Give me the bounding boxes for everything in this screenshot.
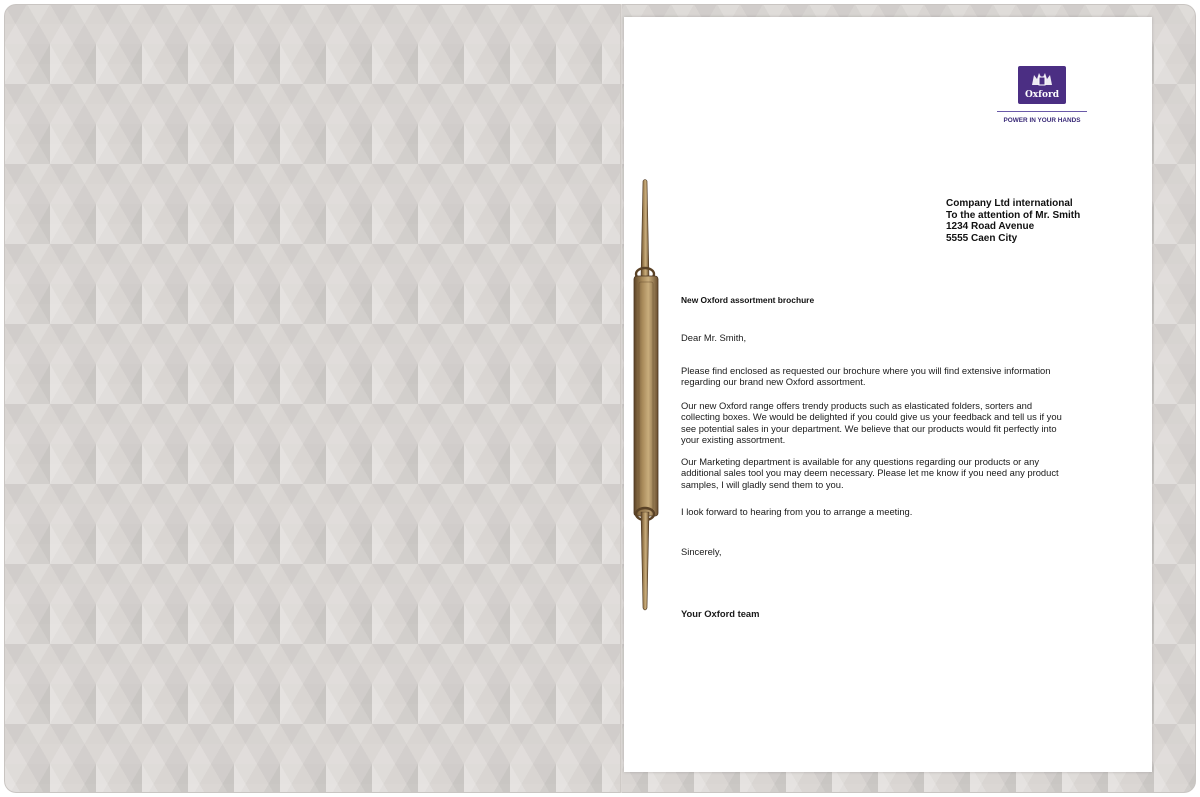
folder-spine [620,4,622,793]
letter-salutation: Dear Mr. Smith, [681,332,747,343]
address-line: To the attention of Mr. Smith [946,209,1081,221]
paragraph-line: samples, I will gladly send them to you. [681,478,844,490]
metal-fastener [628,178,664,614]
paragraph-line: Please find enclosed as requested our brochure where you will find extensive information [681,365,1051,376]
oxford-logo [1018,66,1066,104]
logo-tagline: POWER IN YOUR HANDS [1003,117,1081,124]
paragraph-line: regarding our brand new Oxford assortment. [681,376,866,388]
recipient-address [946,198,1080,244]
letter-subject: New Oxford assortment brochure [681,295,815,305]
address-line: 1234 Road Avenue [946,221,1035,232]
letter-paragraph [681,456,1091,490]
crest-icon [1028,69,1056,89]
address-line: 5555 Caen City [946,232,1018,244]
paragraph-line: see potential sales in your department. We believe that our products would fit perfectly into [681,422,1057,434]
letter-closing: Sincerely, [681,546,722,557]
letter-paragraph [681,506,1091,517]
paragraph-line: your existing assortment. [681,433,786,445]
address-line: Company Ltd international [946,198,1073,209]
paragraph-line: collecting boxes. We would be delighted if you could give us your feedback and tell us if you [681,411,1062,423]
paragraph-line: additional sales tool you may deem necessary. Please let me know if you need any product [681,467,1059,479]
paragraph-line: Our new Oxford range offers trendy products such as elasticated folders, sorters and [681,400,1033,411]
letter-sheet [624,17,1152,772]
letter-paragraph [681,400,1091,445]
letter-paragraph [681,365,1091,388]
paragraph-line: I look forward to hearing from you to arrange a meeting. [681,506,913,517]
logo-wordmark: Oxford [1024,90,1060,100]
logo-rule [997,111,1087,112]
paragraph-line: Our Marketing department is available for any questions regarding our products or any [681,456,1040,467]
letter-signature: Your Oxford team [681,608,760,619]
